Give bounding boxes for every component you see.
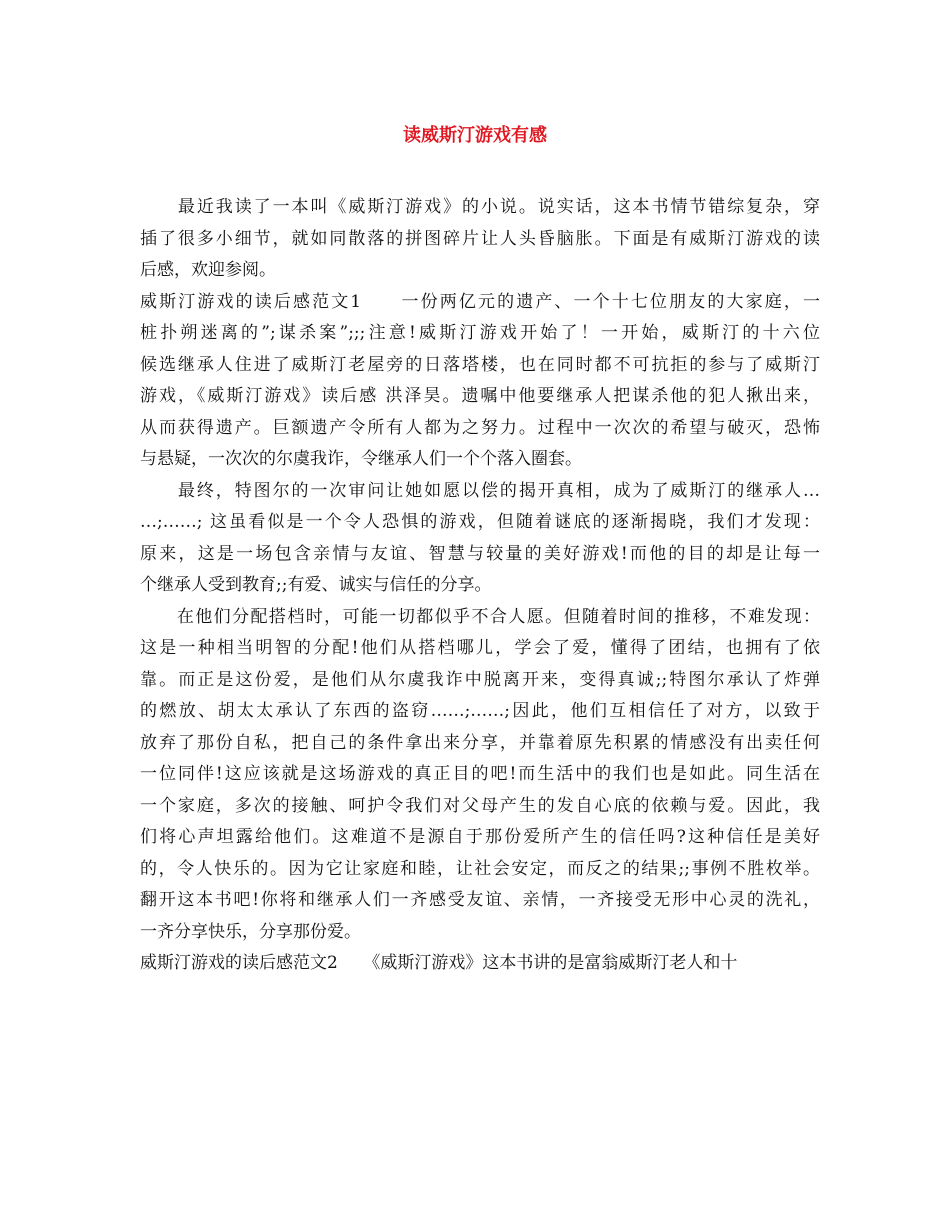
text-line: 插了很多小细节，就如同散落的拼图碎片让人头昏脑胀。下面是有威斯汀游戏的读 (140, 228, 820, 249)
text-line: 一位同伴!这应该就是这场游戏的真正目的吧!而生活中的我们也是如此。同生活在 (140, 764, 820, 784)
text-line: 威斯汀游戏的读后感范文2 《威斯汀游戏》这本书讲的是富翁威斯汀老人和十 (140, 953, 738, 973)
text-line: 最近我读了一本叫《威斯汀游戏》的小说。说实话，这本书情节错综复杂，穿 (140, 197, 820, 217)
text-line: 游戏，《威斯汀游戏》读后感 洪泽昊。遗嘱中他要继承人把谋杀他的犯人揪出来， (140, 386, 820, 406)
text-line: 原来，这是一场包含亲情与友谊、智慧与较量的美好游戏!而他的目的却是让每一 (140, 543, 820, 564)
text-line: 这是一种相当明智的分配!他们从搭档哪儿，学会了爱，懂得了团结，也拥有了依 (140, 638, 820, 658)
text-line: …;……; 这虽看似是一个令人恐惧的游戏，但随着谜底的逐渐揭晓，我们才发现： (140, 512, 820, 532)
text-line: 们将心声坦露给他们。这难道不是源自于那份爱所产生的信任吗?这种信任是美好 (140, 827, 820, 847)
document-body (140, 192, 820, 980)
text-line: 个继承人受到教育;;有爱、诚实与信任的分享。 (140, 575, 492, 595)
text-line: 翻开这本书吧!你将和继承人们一齐感受友谊、亲情，一齐接受无形中心灵的洗礼， (140, 890, 820, 910)
text-line: 一个家庭，多次的接触、呵护令我们对父母产生的发自心底的依赖与爱。因此，我 (140, 795, 820, 816)
text-line: 后感，欢迎参阅。 (140, 260, 276, 280)
page-title: 读威斯汀游戏有感 (403, 125, 547, 146)
text-line: 一齐分享快乐，分享那份爱。 (140, 921, 361, 942)
text-line: 最终，特图尔的一次审问让她如愿以偿的揭开真相，成为了威斯汀的继承人… (140, 480, 820, 501)
text-line: 桩扑朔迷离的”;谋杀案”;;;注意!威斯汀游戏开始了！一开始，威斯汀的十六位 (140, 323, 820, 343)
text-line: 在他们分配搭档时，可能一切都似乎不合人愿。但随着时间的推移，不难发现： (140, 606, 820, 627)
text-line: 与悬疑，一次次的尔虞我诈，令继承人们一个个落入圈套。 (140, 449, 582, 469)
text-line: 放弃了那份自私，把自己的条件拿出来分享，并靠着原先积累的情感没有出卖任何 (140, 732, 820, 753)
text-line: 的燃放、胡太太承认了东西的盗窃……;……;因此，他们互相信任了对方，以致于 (140, 701, 820, 721)
text-line: 靠。而正是这份爱，是他们从尔虞我诈中脱离开来，变得真诚;;特图尔承认了炸弹 (140, 669, 820, 690)
text-line: 的，令人快乐的。因为它让家庭和睦，让社会安定，而反之的结果;;事例不胜枚举。 (140, 858, 820, 879)
text-line: 威斯汀游戏的读后感范文1 一份两亿元的遗产、一个十七位朋友的大家庭，一 (140, 291, 820, 312)
text-line: 候选继承人住进了威斯汀老屋旁的日落塔楼，也在同时都不可抗拒的参与了威斯汀 (140, 354, 820, 375)
text-line: 从而获得遗产。巨额遗产令所有人都为之努力。过程中一次次的希望与破灭，恐怖 (140, 417, 820, 438)
